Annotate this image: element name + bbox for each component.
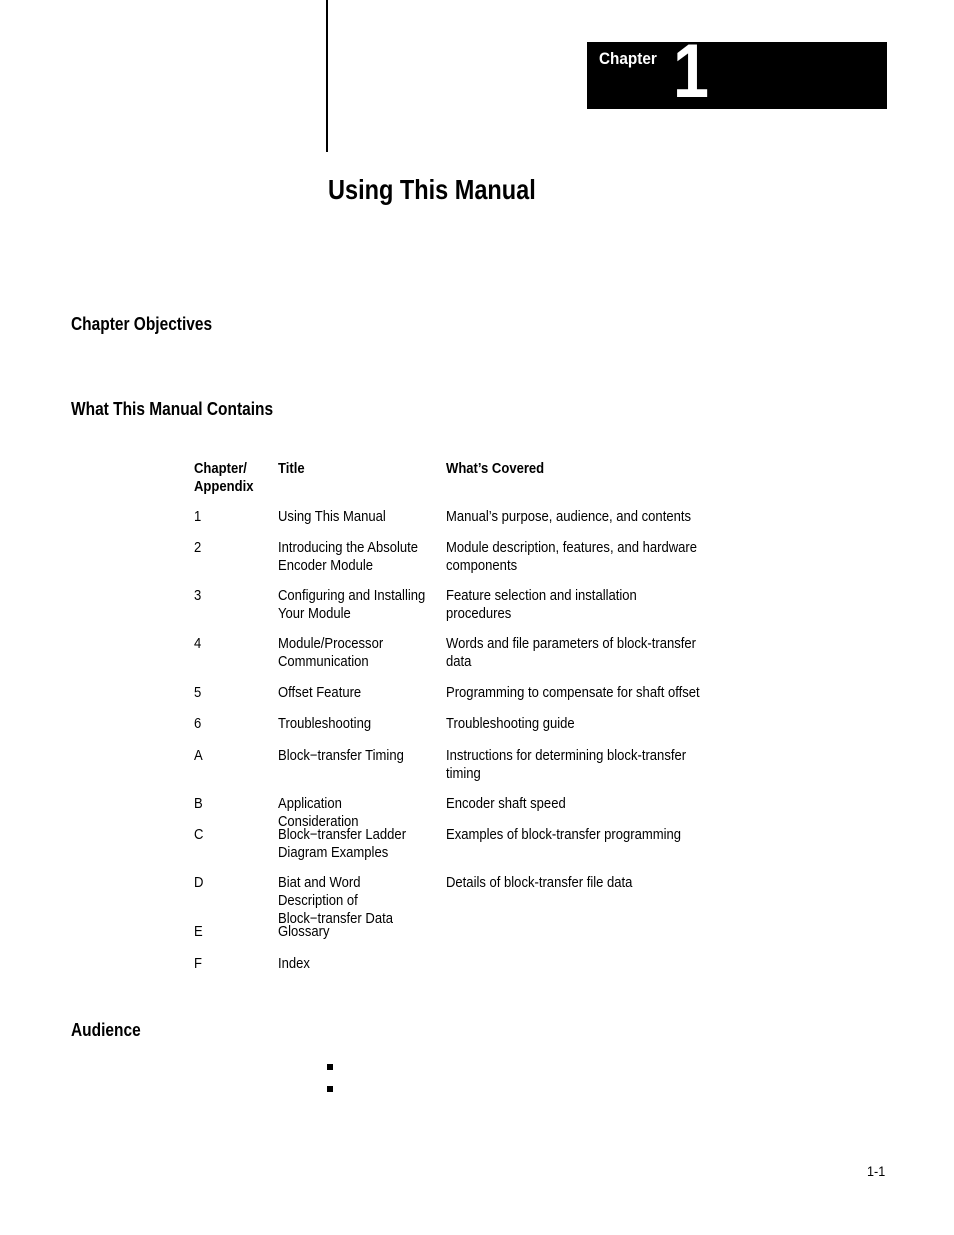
- table-cell-covered: Examples of block-transfer programming: [446, 827, 681, 843]
- contents-table: [194, 460, 714, 973]
- section-heading-contents: What This Manual Contains: [71, 399, 274, 419]
- bullet-marker: [327, 1064, 333, 1070]
- chapter-label: Chapter: [599, 49, 657, 68]
- table-cell-covered: Manual’s purpose, audience, and contents: [446, 509, 691, 525]
- table-header-covered: What’s Covered: [446, 461, 545, 477]
- table-cell-covered: Encoder shaft speed: [446, 796, 566, 812]
- table-cell-title: Offset Feature: [278, 685, 362, 701]
- table-cell-title: Configuring and Installing Your Module: [278, 588, 426, 622]
- table-cell-title: Using This Manual: [278, 509, 386, 525]
- section-heading-objectives: Chapter Objectives: [71, 314, 213, 334]
- table-row: [194, 826, 714, 862]
- table-cell-covered: Details of block-transfer file data: [446, 875, 633, 891]
- table-cell-chapter: 2: [194, 540, 202, 556]
- table-cell-chapter: C: [194, 827, 204, 843]
- table-cell-title: Troubleshooting: [278, 716, 372, 732]
- table-row: [194, 508, 714, 526]
- table-cell-chapter: 3: [194, 588, 202, 604]
- section-heading-audience: Audience: [71, 1020, 141, 1040]
- table-cell-title: Block−transfer Timing: [278, 748, 404, 764]
- table-cell-chapter: A: [194, 748, 203, 764]
- table-row: [194, 747, 714, 783]
- table-cell-title: Index: [278, 956, 310, 972]
- table-cell-chapter: 4: [194, 636, 202, 652]
- table-cell-title: Block−transfer Ladder Diagram Examples: [278, 827, 407, 861]
- table-cell-covered: Instructions for determining block-transfer timing: [446, 748, 687, 782]
- page-number: 1-1: [867, 1163, 886, 1179]
- table-cell-chapter: B: [194, 796, 203, 812]
- table-cell-chapter: 1: [194, 509, 202, 525]
- table-cell-title: Application Consideration: [278, 796, 359, 830]
- bullet-marker: [327, 1086, 333, 1092]
- table-cell-title: Module/Processor Communication: [278, 636, 384, 670]
- page-title: Using This Manual: [328, 174, 536, 205]
- table-header-title: Title: [278, 461, 305, 477]
- table-cell-covered: Module description, features, and hardware components: [446, 540, 698, 574]
- table-cell-covered: Words and file parameters of block-transfer data: [446, 636, 696, 670]
- table-cell-title: Introducing the Absolute Encoder Module: [278, 540, 419, 574]
- table-cell-covered: Troubleshooting guide: [446, 716, 575, 732]
- table-cell-chapter: F: [194, 956, 202, 972]
- chapter-number: 1: [673, 42, 709, 109]
- table-cell-chapter: D: [194, 875, 204, 891]
- table-header-chapter: Chapter/ Appendix: [194, 461, 254, 495]
- table-header-row: [194, 460, 714, 495]
- table-cell-covered: Feature selection and installation procedures: [446, 588, 637, 622]
- table-row: [194, 635, 714, 671]
- table-row: [194, 795, 714, 830]
- margin-rule: [326, 0, 328, 152]
- chapter-tab: [587, 42, 887, 109]
- table-cell-covered: Programming to compensate for shaft offset: [446, 685, 700, 701]
- table-row: [194, 684, 714, 702]
- table-cell-chapter: 6: [194, 716, 202, 732]
- table-cell-title: Glossary: [278, 924, 330, 940]
- table-row: [194, 715, 714, 733]
- table-cell-title: Biat and Word Description of Block−transfer Data: [278, 875, 393, 927]
- table-row: [194, 539, 714, 575]
- table-cell-chapter: 5: [194, 685, 202, 701]
- table-row: [194, 874, 714, 927]
- table-row: [194, 923, 714, 941]
- table-cell-chapter: E: [194, 924, 203, 940]
- table-row: [194, 955, 714, 973]
- table-row: [194, 587, 714, 623]
